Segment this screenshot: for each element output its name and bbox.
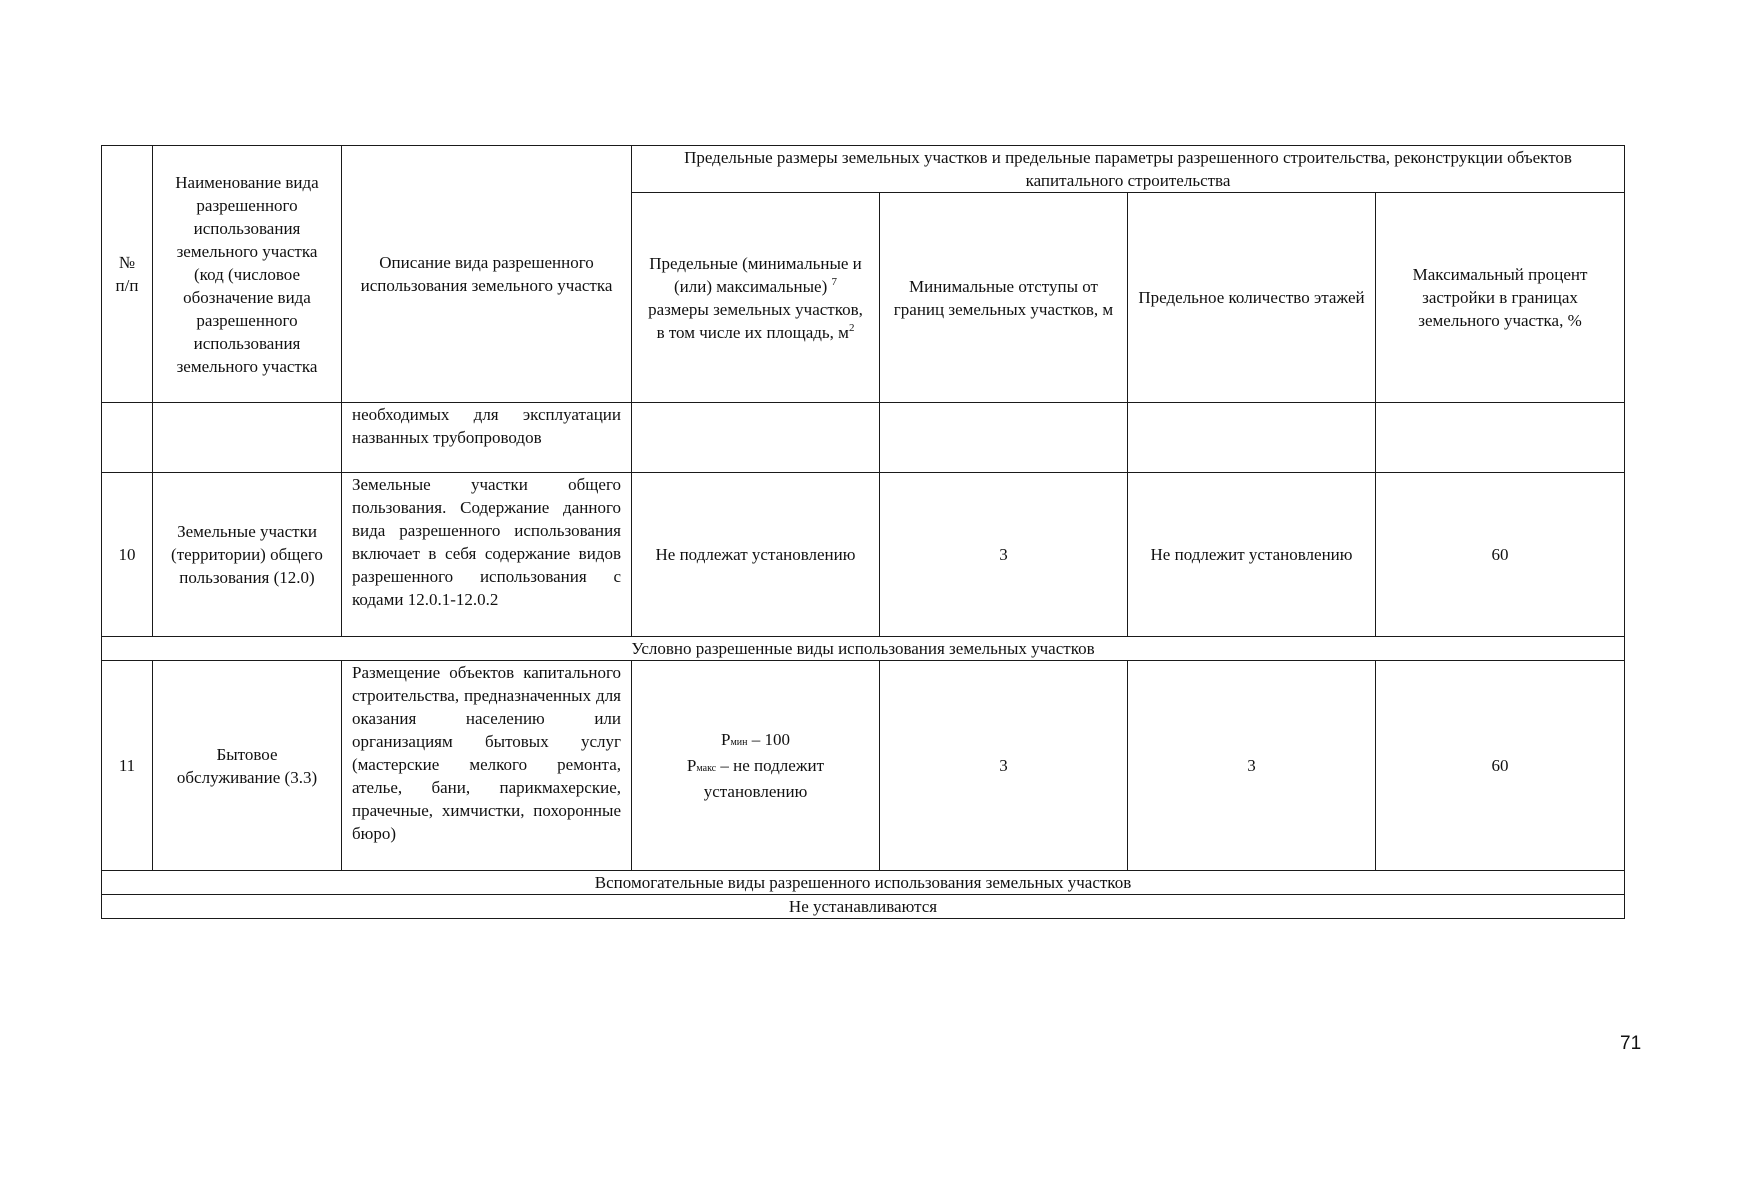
size-min-value: – 100 [747,730,790,749]
cell-floors: Не подлежит установлению [1128,473,1376,637]
header-cell-name [153,146,342,403]
cell-size: Не подлежат установлению [632,473,880,637]
header-percent-text: Максимальный процент застройки в границах земельного участка, % [1412,265,1588,330]
cell-empty [153,403,342,473]
header-num-text: № п/п [115,253,139,295]
regulations-table [101,145,1625,919]
table-row-11 [102,661,1625,871]
section-heading: Условно разрешенные виды использования земельных участков [102,637,1625,661]
cell-size [632,661,880,871]
cell-floors: 3 [1128,661,1376,871]
header-size-rest: размеры земельных участков, в том числе их площадь, м [648,299,863,342]
cell-name: Бытовое обслуживание (3.3) [153,661,342,871]
header-name-text: Наименование вида разрешенного использования земельного участка (код (числовое обозначение вида разрешенного использования земельного участка [175,172,319,376]
section-value: Не устанавливаются [102,895,1625,919]
cell-num: 11 [102,661,153,871]
section-row-auxiliary [102,871,1625,895]
cell-empty [102,403,153,473]
cell-empty [632,403,880,473]
header-desc-text: Описание вида разрешенного использования земельного участка [360,253,613,295]
cell-desc: Размещение объектов капитального строительства, предназначенных для оказания населению или организациям бытовых услуг (мастерские мелкого ремонта, ателье, бани, парикмахерские, прачечные, химчистки, похоронные бюро) [342,661,632,871]
size-min-subscript: мин [730,737,748,748]
page-number: 71 [1620,1033,1642,1054]
header-cell-desc [342,146,632,403]
section-row-auxiliary-value [102,895,1625,919]
header-row-1 [102,146,1625,193]
cell-name: Земельные участки (территории) общего пользования (12.0) [153,473,342,637]
header-cell-size [632,193,880,403]
size-min-line [642,728,869,754]
unit-superscript: 2 [848,321,855,334]
size-max-label: Р [686,756,697,775]
header-size-main: Предельные (минимальные и (или) максимальные) [649,253,862,296]
header-cell-num [102,146,153,403]
header-setback-text: Минимальные отступы от границ земельных участков, м [893,276,1114,319]
cell-empty [880,403,1128,473]
size-max-subscript: макс [696,763,717,774]
table-row-10 [102,473,1625,637]
header-cell-percent [1376,193,1625,403]
cell-percent: 60 [1376,473,1625,637]
cell-desc: Земельные участки общего пользования. Содержание данного вида разрешенного использования включает в себя содержание видов разрешенного использования с кодами 12.0.1-12.0.2 [342,473,632,637]
header-cell-group [632,146,1625,193]
cell-empty [1376,403,1625,473]
header-floors-text: Предельное количество этажей [1138,288,1365,307]
cell-desc-continuation: необходимых для эксплуатации названных трубопроводов [342,403,632,473]
table-row-continuation [102,403,1625,473]
cell-num: 10 [102,473,153,637]
size-max-line [642,754,869,803]
footnote-ref: 7 [831,275,837,288]
cell-setback: 3 [880,473,1128,637]
section-heading: Вспомогательные виды разрешенного использования земельных участков [102,871,1625,895]
section-row-conditional [102,637,1625,661]
cell-setback: 3 [880,661,1128,871]
header-cell-setback [880,193,1128,403]
size-max-value: – не подлежит установлению [703,756,825,801]
header-group-text: Предельные размеры земельных участков и предельные параметры разрешенного строительства, реконструкции объектов капитального строительства [684,148,1572,190]
cell-percent: 60 [1376,661,1625,871]
cell-empty [1128,403,1376,473]
header-cell-floors [1128,193,1376,403]
size-min-label: Р [721,730,731,749]
